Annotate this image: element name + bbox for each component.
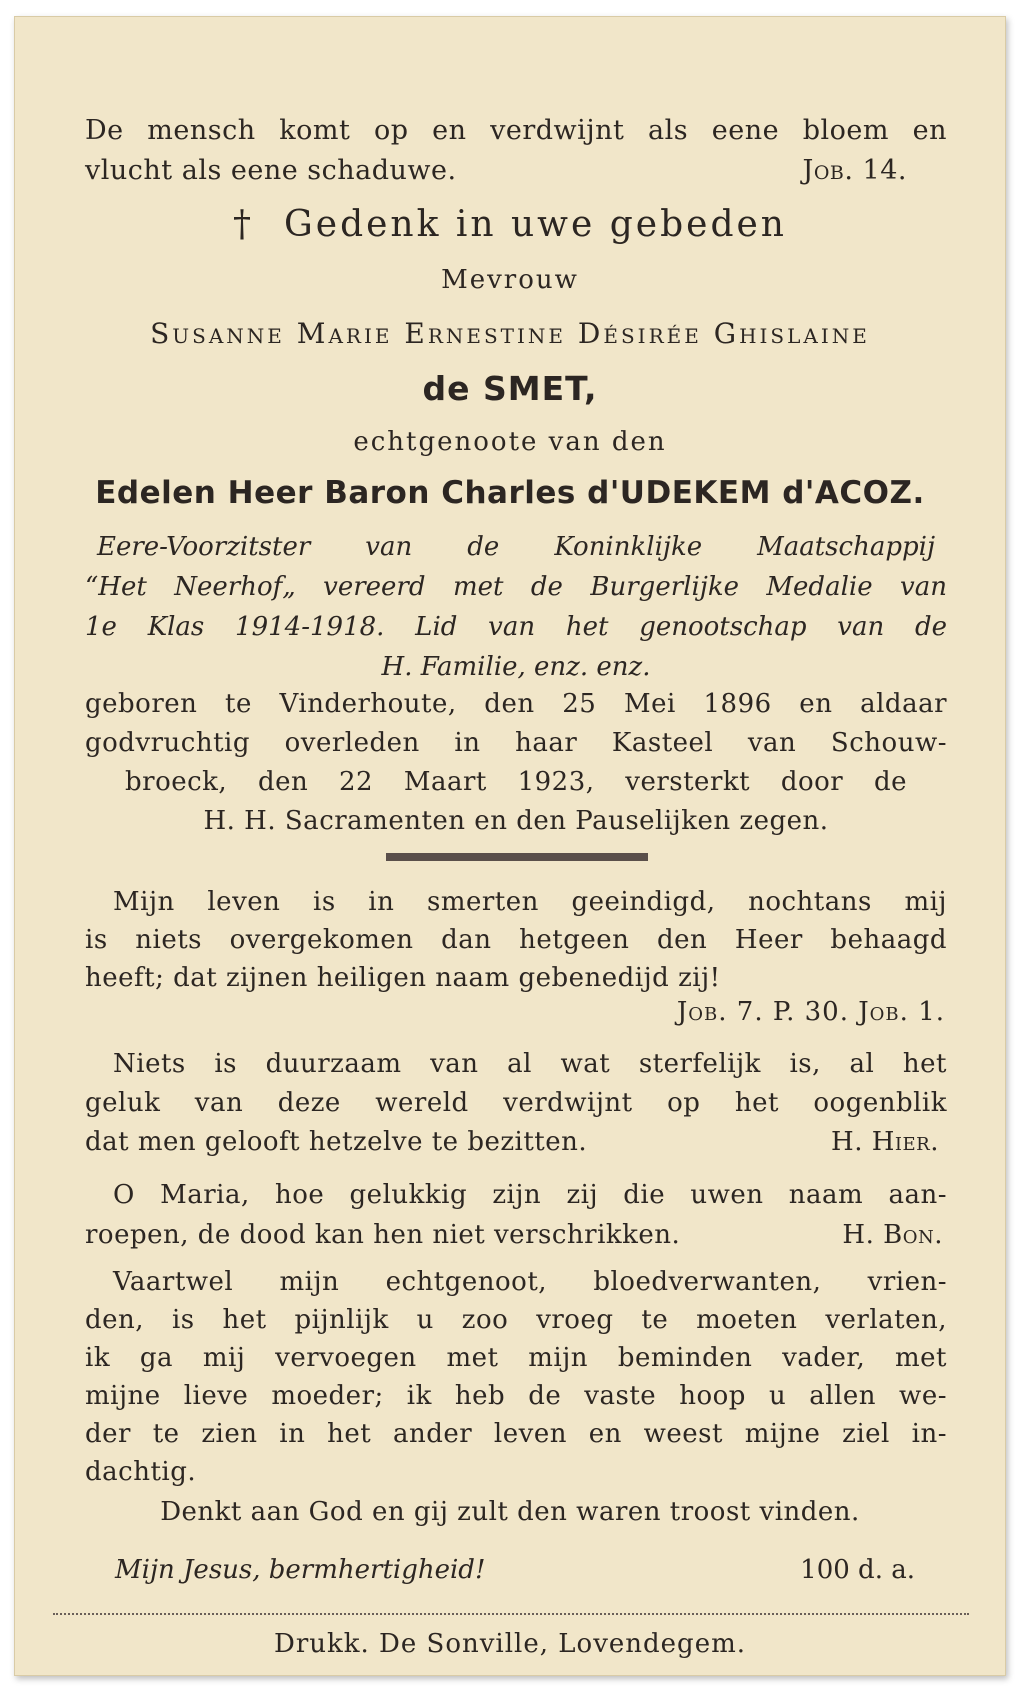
quote-line: Niets is duurzaam van al wat sterfelijk is, al het	[113, 1049, 947, 1079]
spouse-name: Edelen Heer Baron Charles d'UDEKEM d'ACOZ.	[95, 475, 925, 511]
honors-line: Eere-Voorzitster van de Koninklijke Maatschappij	[97, 532, 935, 562]
quote-line: ik ga mij vervoegen met mijn beminden vader, met	[85, 1343, 947, 1373]
quote-line: Vaartwel mijn echtgenoot, bloedverwanten, vrien-	[113, 1267, 947, 1297]
gedenk-heading	[15, 201, 1005, 249]
quote-line: der te zien in het ander leven en weest mijne ziel in-	[85, 1419, 947, 1449]
honors-line: 1e Klas 1914-1918. Lid van het genootschap van de	[85, 612, 947, 642]
honors-paragraph	[85, 527, 947, 687]
cross-icon: †	[233, 204, 254, 245]
birth-line: geboren te Vinderhoute, den 25 Mei 1896 en aldaar	[85, 689, 947, 719]
printer-credit: Drukk. De Sonville, Lovendegem.	[273, 1629, 747, 1659]
quote-line: geluk van deze wereld verdwijnt op het oogenblik	[85, 1088, 947, 1118]
epigraph-reference: Job. 14.	[802, 155, 907, 186]
quote-last-line	[85, 1215, 947, 1255]
spouse-intro: echtgenoote van den	[353, 427, 667, 457]
quote-line: dat men gelooft hetzelve te bezitten.	[85, 1127, 588, 1157]
birth-line: broeck, den 22 Maart 1923, versterkt door de	[125, 767, 907, 797]
quote-bon	[85, 1175, 947, 1255]
quote-line: roepen, de dood kan hen niet verschrikken.	[85, 1220, 681, 1250]
deceased-surname: de SMET,	[422, 369, 598, 408]
epigraph	[85, 111, 947, 191]
divider-rule	[386, 853, 648, 861]
quote-line: O Maria, hoe gelukkig zijn zij die uwen naam aan-	[113, 1180, 947, 1210]
quote-job	[85, 883, 947, 997]
quote-line: Mijn leven is in smerten geeindigd, nochtans mij	[113, 887, 947, 917]
prayer-row	[115, 1555, 915, 1585]
indulgence-text: 100 d. a.	[800, 1555, 915, 1585]
memorial-card	[14, 16, 1006, 1676]
epigraph-line: De mensch komt op en verdwijnt als eene bloem en	[85, 115, 947, 146]
quote-line: mijne lieve moeder; ik heb de vaste hoop u allen we-	[85, 1381, 947, 1411]
epigraph-last-line	[85, 151, 947, 191]
quote-line: den, is het pijnlijk u zoo vroeg te moeten verlaten,	[85, 1305, 947, 1335]
quote-line: is niets overgekomen dan hetgeen den Heer behaagd	[85, 925, 947, 955]
dotted-divider	[53, 1613, 969, 1615]
quote-line: dachtig.	[85, 1457, 197, 1487]
birth-line: H. H. Sacramenten en den Pauselijken zegen.	[203, 806, 829, 836]
deceased-given-names: Susanne Marie Ernestine Désirée Ghislaine	[150, 317, 870, 350]
quote-line: heeft; dat zijnen heiligen naam gebenedijd zij!	[85, 963, 721, 993]
quote-farewell	[85, 1263, 947, 1491]
quote-reference: Job. 7. P. 30. Job. 1.	[676, 997, 945, 1027]
quote-reference: H. Bon.	[842, 1220, 943, 1250]
title-mevrouw: Mevrouw	[441, 265, 579, 295]
closing-quote: Denkt aan God en gij zult den waren troost vinden.	[160, 1497, 860, 1527]
birth-line: godvruchtig overleden in haar Kasteel van Schouw-	[85, 728, 947, 758]
birth-death-paragraph	[85, 685, 947, 841]
quote-hier	[85, 1045, 947, 1162]
quote-last-line	[85, 1123, 947, 1162]
epigraph-line: vlucht als eene schaduwe.	[85, 155, 457, 186]
honors-line: H. Familie, enz. enz.	[381, 652, 651, 682]
gedenk-text: Gedenk in uwe gebeden	[284, 204, 787, 245]
quote-reference: H. Hier.	[831, 1127, 939, 1157]
prayer-text: Mijn Jesus, bermhertigheid!	[115, 1555, 486, 1585]
honors-line: “Het Neerhof„ vereerd met de Burgerlijke Medalie van	[85, 572, 947, 602]
